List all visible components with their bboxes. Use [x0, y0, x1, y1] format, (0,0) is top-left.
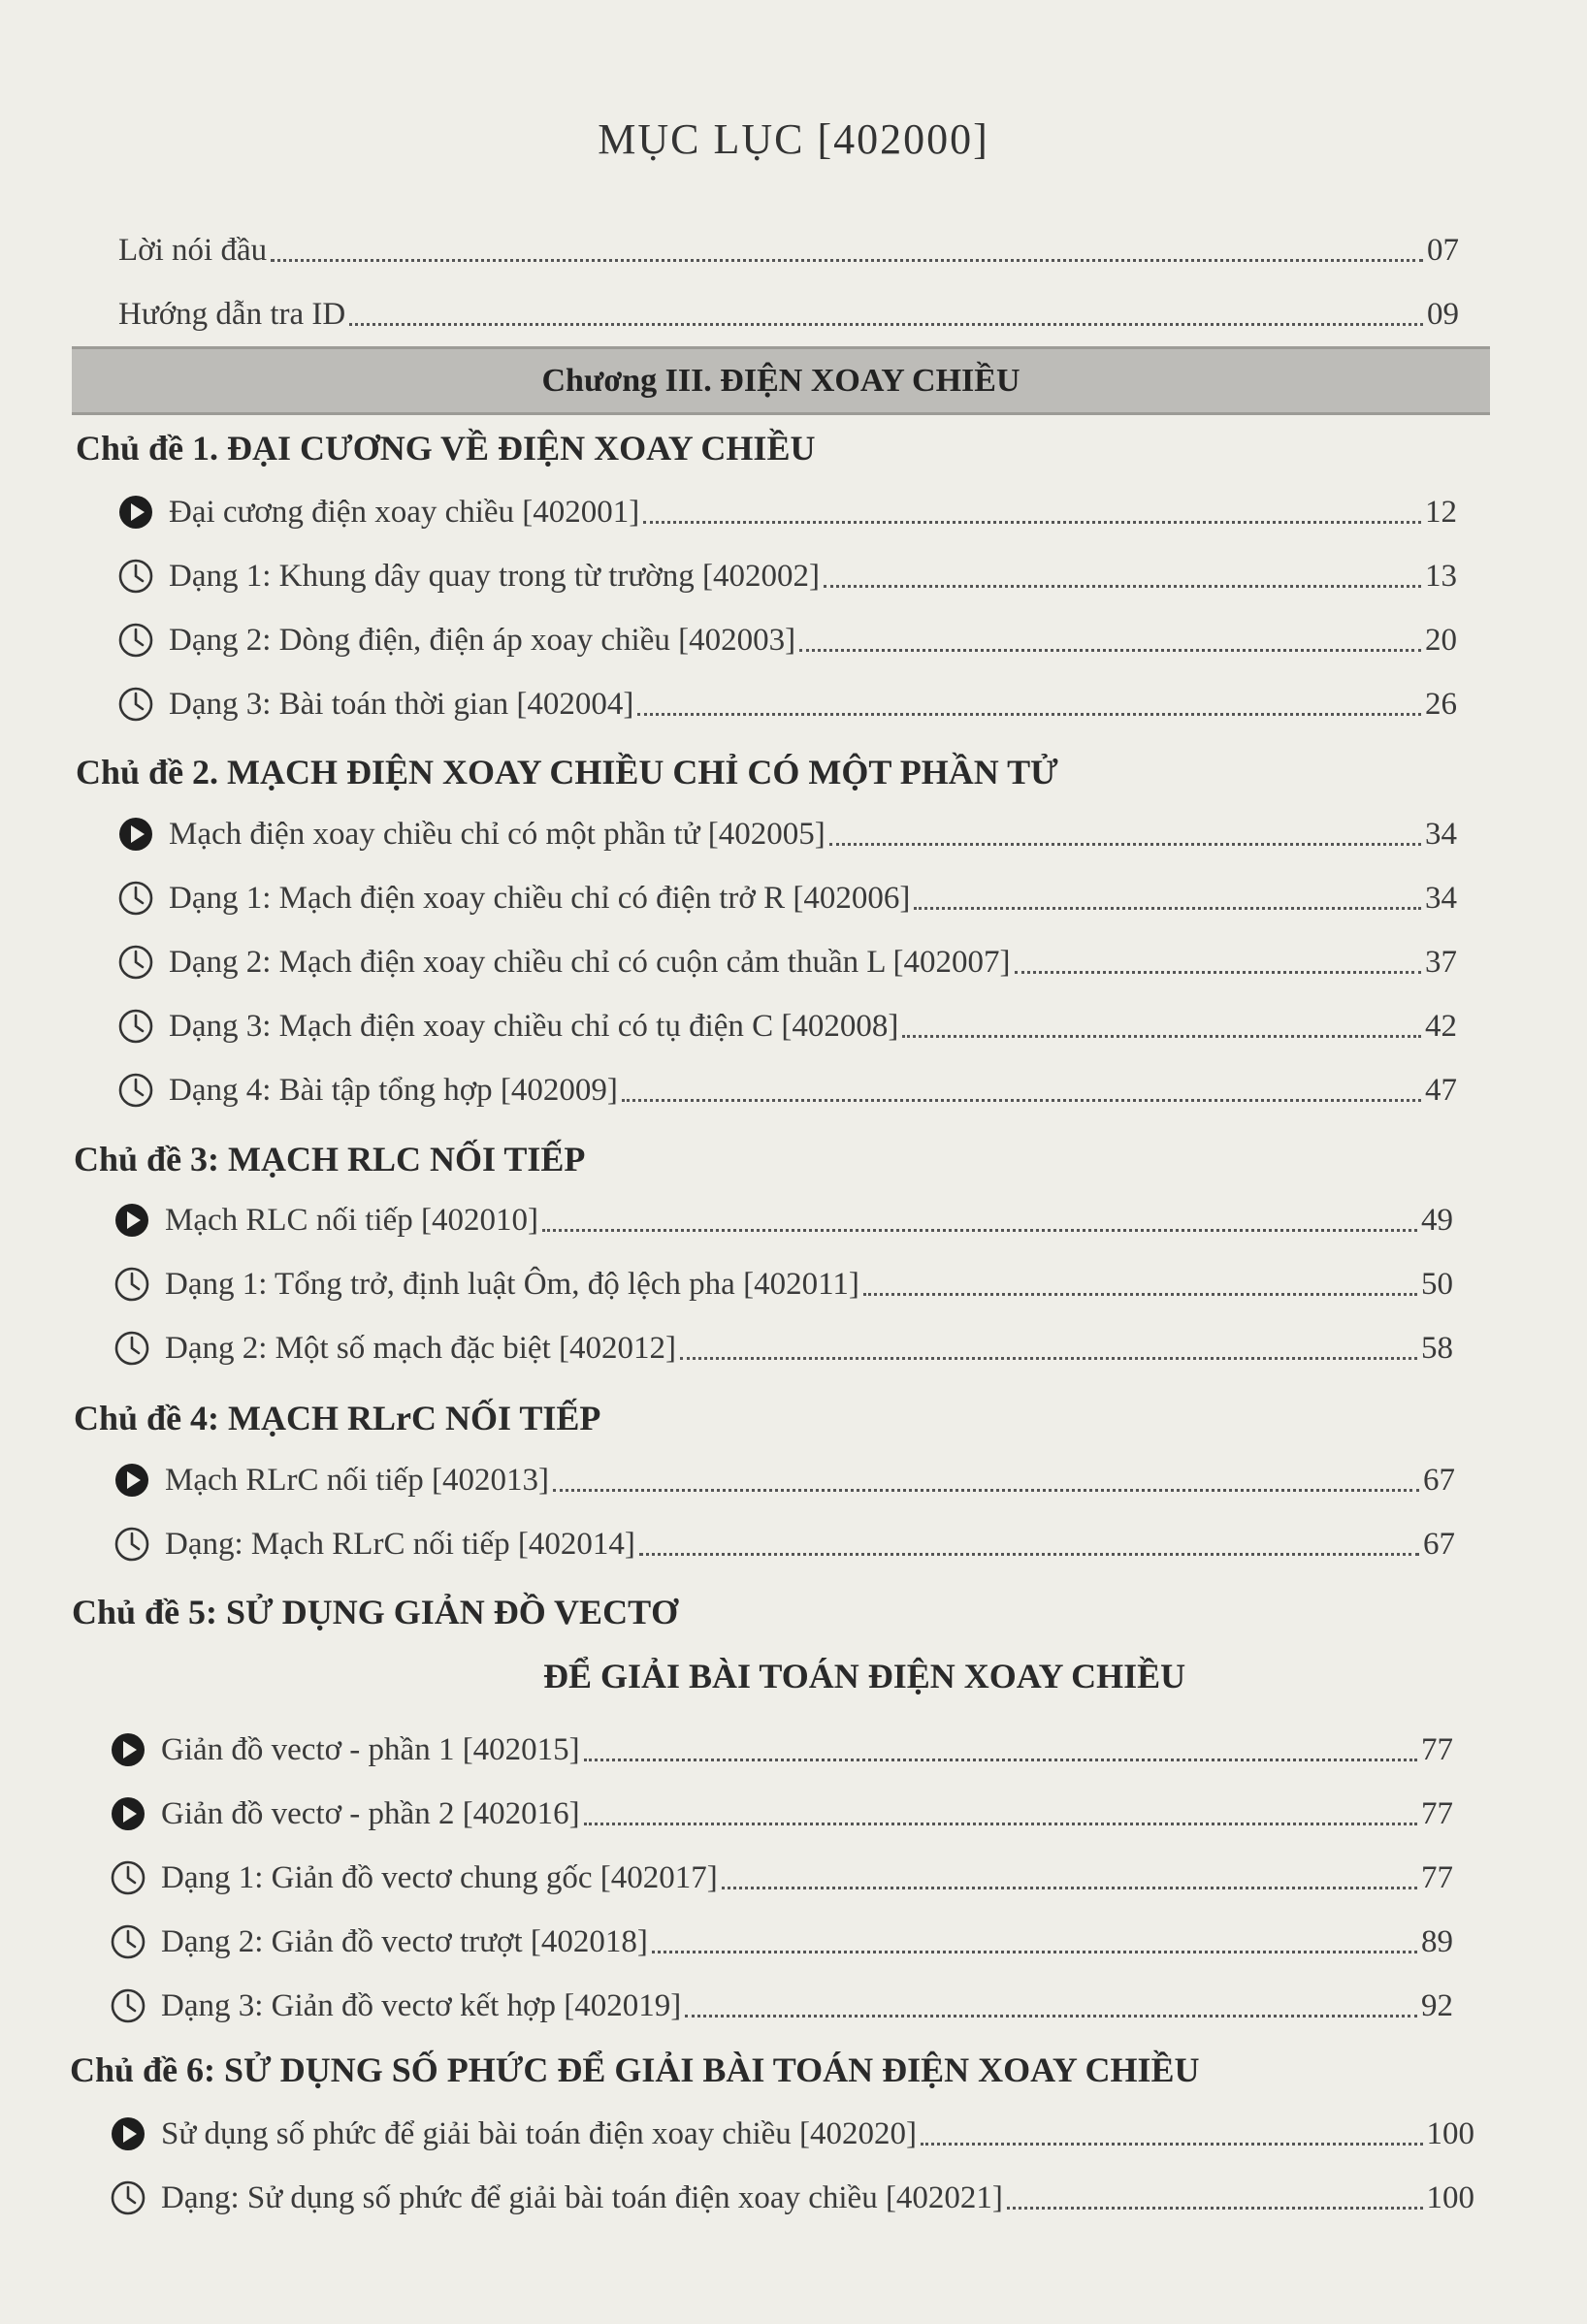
- toc-entry[interactable]: [116, 1068, 1457, 1113]
- dot-leader: [914, 907, 1421, 910]
- entry-label: Mạch RLrC nối tiếp [402013]: [165, 1463, 549, 1498]
- dot-leader: [685, 2015, 1417, 2017]
- entry-page: 20: [1425, 623, 1457, 658]
- dot-leader: [639, 1553, 1419, 1556]
- clock-icon: [109, 2179, 147, 2217]
- entry-page: 47: [1425, 1073, 1457, 1108]
- entry-page: 100: [1426, 2116, 1474, 2151]
- toc-entry[interactable]: [113, 1326, 1453, 1371]
- entry-label: Dạng 1: Giản đồ vectơ chung gốc [402017]: [161, 1860, 718, 1895]
- dot-leader: [1015, 971, 1421, 974]
- entry-page: 07: [1427, 233, 1459, 268]
- clock-icon: [116, 879, 155, 918]
- topic-heading: Chủ đề 5: SỬ DỤNG GIẢN ĐỒ VECTƠ: [72, 1593, 679, 1631]
- entry-page: 58: [1421, 1331, 1453, 1366]
- entry-label: Dạng: Sử dụng số phức để giải bài toán điện xoay chiều [402021]: [161, 2180, 1003, 2215]
- toc-entry[interactable]: [109, 1727, 1453, 1772]
- toc-entry[interactable]: [116, 812, 1457, 856]
- entry-label: Dạng 1: Tổng trở, định luật Ôm, độ lệch pha [402011]: [165, 1267, 859, 1302]
- play-circle-icon: [109, 1730, 147, 1769]
- entry-label: Dạng 3: Bài toán thời gian [402004]: [169, 687, 634, 722]
- entry-page: 92: [1421, 1988, 1453, 2023]
- entry-page: 13: [1425, 559, 1457, 594]
- dot-leader: [921, 2143, 1422, 2146]
- play-circle-icon: [109, 1794, 147, 1833]
- dot-leader: [271, 259, 1423, 262]
- play-circle-icon: [116, 493, 155, 532]
- entry-label: Đại cương điện xoay chiều [402001]: [169, 495, 640, 530]
- toc-entry-id-guide[interactable]: [118, 292, 1459, 337]
- dot-leader: [1007, 2207, 1423, 2210]
- entry-label: Dạng 3: Mạch điện xoay chiều chỉ có tụ điện C [402008]: [169, 1009, 899, 1044]
- play-circle-icon: [113, 1201, 151, 1240]
- entry-label: Hướng dẫn tra ID: [118, 297, 346, 332]
- clock-icon: [113, 1329, 151, 1368]
- entry-label: Giản đồ vectơ - phần 2 [402016]: [161, 1796, 580, 1831]
- toc-entry[interactable]: [116, 618, 1457, 662]
- toc-entry[interactable]: [116, 876, 1457, 920]
- toc-entry[interactable]: [116, 490, 1457, 534]
- entry-page: 42: [1425, 1009, 1457, 1044]
- toc-entry[interactable]: [116, 554, 1457, 598]
- dot-leader: [902, 1035, 1421, 1038]
- entry-page: 89: [1421, 1924, 1453, 1959]
- page-title: MỤC LỤC [402000]: [598, 115, 989, 163]
- topic-subheading: ĐỂ GIẢI BÀI TOÁN ĐIỆN XOAY CHIỀU: [543, 1657, 1186, 1695]
- entry-page: 49: [1421, 1203, 1453, 1238]
- entry-page: 67: [1423, 1463, 1455, 1498]
- clock-icon: [113, 1525, 151, 1564]
- dot-leader: [349, 323, 1423, 326]
- topic-heading: Chủ đề 2. MẠCH ĐIỆN XOAY CHIỀU CHỈ CÓ MỘT PHẦN TỬ: [76, 753, 1058, 791]
- dot-leader: [643, 521, 1421, 524]
- chapter-heading: [72, 346, 1490, 415]
- topic-heading: Chủ đề 4: MẠCH RLrC NỐI TIẾP: [74, 1399, 601, 1437]
- entry-label: Mạch điện xoay chiều chỉ có một phần tử [402005]: [169, 817, 826, 852]
- entry-label: Dạng: Mạch RLrC nối tiếp [402014]: [165, 1527, 635, 1562]
- entry-label: Sử dụng số phức để giải bài toán điện xoay chiều [402020]: [161, 2116, 918, 2151]
- entry-label: Dạng 1: Mạch điện xoay chiều chỉ có điện trở R [402006]: [169, 881, 911, 916]
- entry-page: 67: [1423, 1527, 1455, 1562]
- toc-entry[interactable]: [116, 940, 1457, 984]
- dot-leader: [863, 1293, 1417, 1296]
- dot-leader: [680, 1357, 1417, 1360]
- dot-leader: [553, 1489, 1419, 1492]
- entry-page: 12: [1425, 495, 1457, 530]
- clock-icon: [116, 557, 155, 596]
- entry-label: Mạch RLC nối tiếp [402010]: [165, 1203, 538, 1238]
- entry-label: Dạng 4: Bài tập tổng hợp [402009]: [169, 1073, 618, 1108]
- toc-entry[interactable]: [109, 1920, 1453, 1964]
- entry-page: 77: [1421, 1796, 1453, 1831]
- clock-icon: [116, 685, 155, 724]
- clock-icon: [116, 1071, 155, 1110]
- clock-icon: [116, 621, 155, 660]
- entry-label: Lời nói đầu: [118, 233, 268, 268]
- entry-page: 50: [1421, 1267, 1453, 1302]
- entry-page: 100: [1426, 2180, 1474, 2215]
- clock-icon: [116, 1007, 155, 1046]
- entry-page: 09: [1427, 297, 1459, 332]
- play-circle-icon: [116, 815, 155, 854]
- dot-leader: [824, 585, 1421, 588]
- entry-page: 77: [1421, 1732, 1453, 1767]
- toc-entry[interactable]: [113, 1522, 1455, 1566]
- clock-icon: [109, 1986, 147, 2025]
- dot-leader: [829, 843, 1421, 846]
- dot-leader: [637, 713, 1421, 716]
- chapter-title: Chương III. ĐIỆN XOAY CHIỀU: [541, 362, 1020, 399]
- entry-label: Dạng 2: Giản đồ vectơ trượt [402018]: [161, 1924, 648, 1959]
- play-circle-icon: [109, 2114, 147, 2153]
- clock-icon: [109, 1858, 147, 1897]
- entry-page: 34: [1425, 817, 1457, 852]
- toc-entry[interactable]: [113, 1458, 1455, 1502]
- dot-leader: [799, 649, 1421, 652]
- topic-heading: Chủ đề 1. ĐẠI CƯƠNG VỀ ĐIỆN XOAY CHIỀU: [76, 429, 816, 468]
- toc-entry[interactable]: [109, 2176, 1474, 2220]
- toc-entry[interactable]: [109, 2112, 1474, 2156]
- clock-icon: [113, 1265, 151, 1304]
- dot-leader: [584, 1759, 1417, 1761]
- topic-heading: Chủ đề 3: MẠCH RLC NỐI TIẾP: [74, 1140, 586, 1178]
- clock-icon: [116, 943, 155, 982]
- dot-leader: [652, 1951, 1417, 1953]
- entry-label: Dạng 2: Mạch điện xoay chiều chỉ có cuộn cảm thuần L [402007]: [169, 945, 1011, 980]
- dot-leader: [622, 1099, 1421, 1102]
- entry-page: 34: [1425, 881, 1457, 916]
- clock-icon: [109, 1922, 147, 1961]
- entry-page: 77: [1421, 1860, 1453, 1895]
- entry-label: Dạng 3: Giản đồ vectơ kết hợp [402019]: [161, 1988, 682, 2023]
- entry-page: 26: [1425, 687, 1457, 722]
- dot-leader: [542, 1229, 1417, 1232]
- topic-heading: Chủ đề 6: SỬ DỤNG SỐ PHỨC ĐỂ GIẢI BÀI TOÁN ĐIỆN XOAY CHIỀU: [70, 2050, 1200, 2089]
- play-circle-icon: [113, 1461, 151, 1500]
- toc-entry[interactable]: [109, 1856, 1453, 1900]
- entry-page: 37: [1425, 945, 1457, 980]
- toc-entry[interactable]: [116, 682, 1457, 726]
- toc-entry[interactable]: [113, 1198, 1453, 1243]
- entry-label: Dạng 1: Khung dây quay trong từ trường [402002]: [169, 559, 820, 594]
- toc-entry[interactable]: [116, 1004, 1457, 1049]
- toc-entry-preface[interactable]: [118, 228, 1459, 273]
- entry-label: Dạng 2: Một số mạch đặc biệt [402012]: [165, 1331, 676, 1366]
- toc-entry[interactable]: [109, 1984, 1453, 2028]
- entry-label: Dạng 2: Dòng điện, điện áp xoay chiều [402003]: [169, 623, 796, 658]
- toc-entry[interactable]: [109, 1791, 1453, 1836]
- toc-entry[interactable]: [113, 1262, 1453, 1307]
- entry-label: Giản đồ vectơ - phần 1 [402015]: [161, 1732, 580, 1767]
- dot-leader: [584, 1823, 1417, 1825]
- dot-leader: [722, 1887, 1417, 1889]
